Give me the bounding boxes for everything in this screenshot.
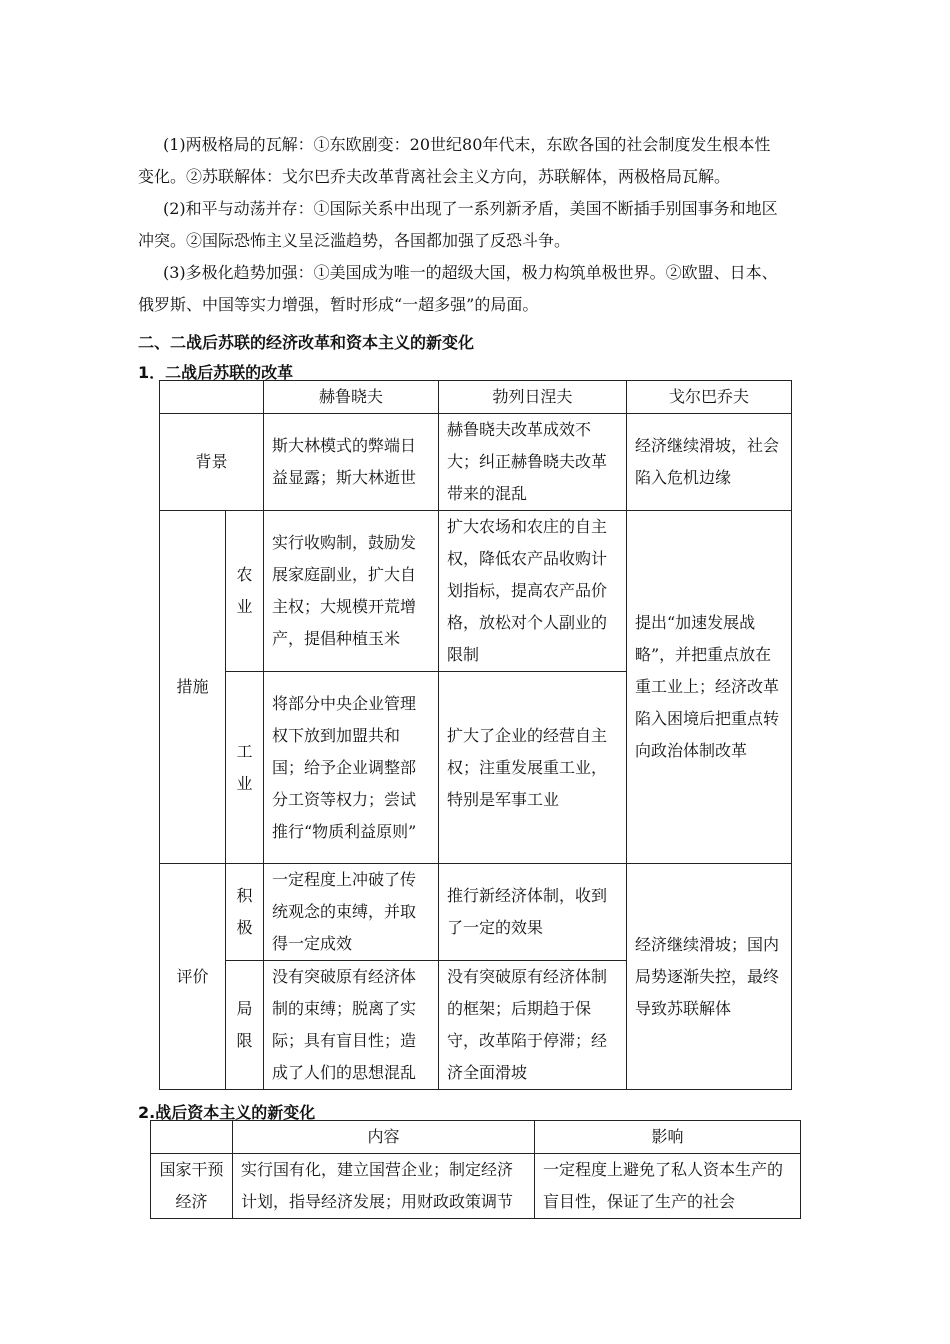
cell: 没有突破原有经济体制的框架；后期趋于保守，改革陷于停滞；经济全面滑坡 — [439, 961, 627, 1090]
header-khrushchev: 赫鲁晓夫 — [264, 381, 439, 414]
cell: 赫鲁晓夫改革成效不大；纠正赫鲁晓夫改革带来的混乱 — [439, 414, 627, 511]
capitalism-table — [150, 1120, 801, 1219]
cell: 经济继续滑坡；国内局势逐渐失控，最终导致苏联解体 — [627, 864, 792, 1090]
header-brezhnev: 勃列日涅夫 — [439, 381, 627, 414]
header-content: 内容 — [233, 1121, 535, 1154]
cell: 经济继续滑坡，社会陷入危机边缘 — [627, 414, 792, 511]
intro-line: (2)和平与动荡并存：①国际关系中出现了一系列新矛盾，美国不断插手别国事务和地区 — [163, 199, 778, 218]
cell: 一定程度上冲破了传统观念的束缚，并取得一定成效 — [264, 864, 439, 961]
sub-label-industry: 工业 — [226, 672, 264, 864]
sub-label-agriculture: 农业 — [226, 511, 264, 672]
cell: 将部分中央企业管理权下放到加盟共和国；给予企业调整部分工资等权力；尝试推行“物质利益原则” — [264, 672, 439, 864]
cell: 一定程度上避免了私人资本生产的盲目性，保证了生产的社会 — [535, 1154, 801, 1219]
cell: 扩大农场和农庄的自主权，降低农产品收购计划指标，提高农产品价格，放松对个人副业的限制 — [439, 511, 627, 672]
intro-line: (3)多极化趋势加强：①美国成为唯一的超级大国，极力构筑单极世界。②欧盟、日本、 — [163, 263, 778, 282]
intro-paragraphs — [138, 129, 813, 321]
sub-label-positive: 积极 — [226, 864, 264, 961]
header-gorbachev: 戈尔巴乔夫 — [627, 381, 792, 414]
subsection-heading: 2.战后资本主义的新变化 — [138, 1103, 316, 1122]
cell: 没有突破原有经济体制的束缚；脱离了实际；具有盲目性；造成了人们的思想混乱 — [264, 961, 439, 1090]
intro-line: 变化。②苏联解体：戈尔巴乔夫改革背离社会主义方向，苏联解体，两极格局瓦解。 — [138, 167, 731, 186]
cell: 实行国有化，建立国营企业；制定经济计划，指导经济发展；用财政政策调节 — [233, 1154, 535, 1219]
cell: 扩大了企业的经营自主权；注重发展重工业，特别是军事工业 — [439, 672, 627, 864]
row-label: 国家干预经济 — [151, 1154, 233, 1219]
cell: 实行收购制，鼓励发展家庭副业，扩大自主权；大规模开荒增产，提倡种植玉米 — [264, 511, 439, 672]
intro-line: 俄罗斯、中国等实力增强，暂时形成“一超多强”的局面。 — [138, 295, 539, 314]
row-label-measures: 措施 — [160, 511, 226, 864]
sub-label-limitation: 局限 — [226, 961, 264, 1090]
soviet-reform-table — [159, 380, 792, 1090]
cell: 推行新经济体制，收到了一定的效果 — [439, 864, 627, 961]
corner-cell — [160, 381, 264, 414]
section-heading: 二、二战后苏联的经济改革和资本主义的新变化 — [138, 333, 475, 352]
header-impact: 影响 — [535, 1121, 801, 1154]
row-label-evaluation: 评价 — [160, 864, 226, 1090]
cell: 斯大林模式的弊端日益显露；斯大林逝世 — [264, 414, 439, 511]
corner-cell — [151, 1121, 233, 1154]
intro-line: 冲突。②国际恐怖主义呈泛滥趋势，各国都加强了反恐斗争。 — [138, 231, 571, 250]
row-label-background: 背景 — [160, 414, 264, 511]
cell: 提出“加速发展战略”，并把重点放在重工业上；经济改革陷入困境后把重点转向政治体制改革 — [627, 511, 792, 864]
subsection-heading: 1．二战后苏联的改革 — [138, 363, 294, 382]
intro-line: (1)两极格局的瓦解：①东欧剧变：20世纪80年代末，东欧各国的社会制度发生根本性 — [163, 135, 771, 154]
